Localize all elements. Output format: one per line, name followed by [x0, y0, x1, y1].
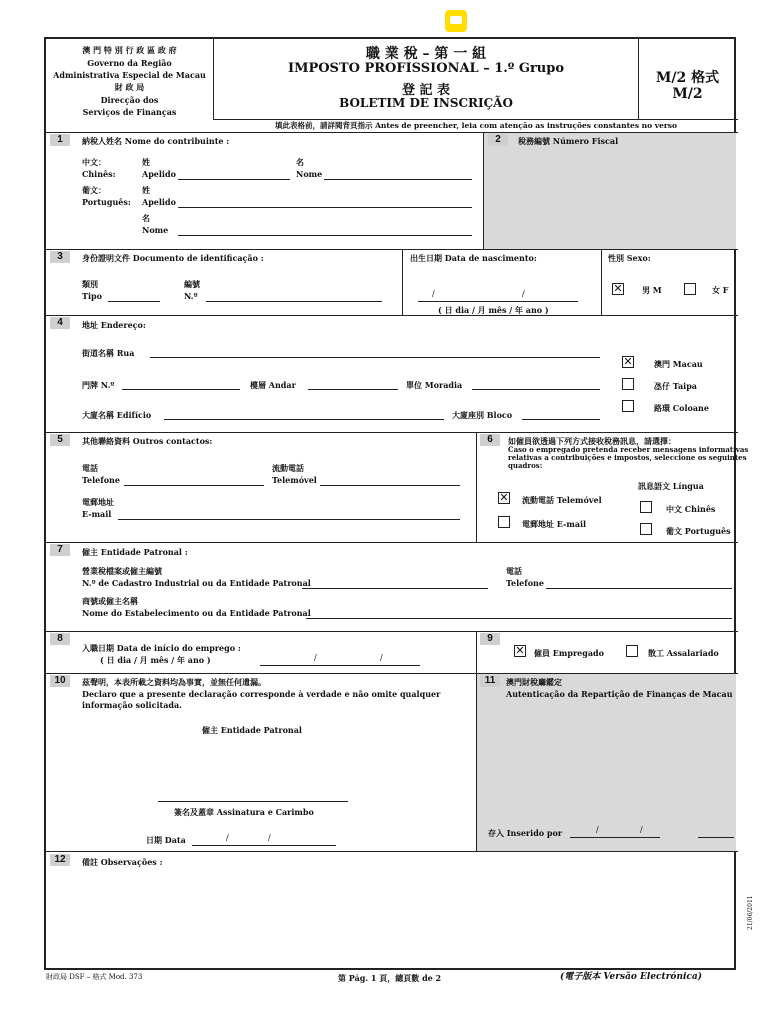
gov-line: Serviços de Finanças	[82, 107, 177, 117]
declaration-date-field[interactable]	[192, 845, 336, 846]
floor-field[interactable]	[308, 389, 398, 390]
version-label: (電子版本 Versão Electrónica)	[560, 972, 702, 982]
label: 訊息語文 Língua	[638, 481, 704, 491]
employer-phone-field[interactable]	[546, 588, 732, 589]
label: 葡文：	[82, 185, 106, 195]
chat-icon[interactable]	[445, 10, 467, 32]
gov-line: Governo da Região	[87, 58, 172, 68]
subtitle-pt: BOLETIM DE INSCRIÇÃO	[339, 96, 513, 110]
label: 姓	[142, 157, 150, 167]
employee-type-assalariado-checkbox[interactable]	[626, 645, 638, 657]
sex-male-checkbox[interactable]: ✕	[613, 282, 623, 295]
sex-female-checkbox[interactable]	[684, 283, 696, 295]
observations-field[interactable]	[76, 871, 726, 963]
section-description: quadros:	[508, 461, 543, 470]
label: 街道名稱 Rua	[82, 348, 135, 358]
tax-number-area	[484, 133, 736, 249]
label: 大廈名稱 Edifício	[82, 410, 152, 420]
declaration-pt: Declaro que a presente declaração corresponde à verdade e não omite qualquer	[82, 689, 441, 699]
label: 商號或僱主名稱	[82, 596, 138, 606]
label: 門牌 N.º	[82, 380, 115, 390]
label: 流動電話	[272, 463, 304, 473]
notify-mobile-checkbox[interactable]: ✕	[499, 491, 509, 504]
label: 電話	[506, 566, 522, 576]
section-title: 出生日期 Data de nascimento:	[410, 253, 537, 263]
section-title: 稅務編號 Número Fiscal	[518, 136, 619, 146]
label: Português:	[82, 197, 131, 207]
label: Telefone	[506, 578, 544, 588]
inserted-by-signature-field[interactable]	[698, 837, 734, 838]
label: 電郵地址	[82, 497, 114, 507]
label: N.º	[184, 291, 198, 301]
id-number-field[interactable]	[206, 301, 382, 302]
page-number: 第 Pág. 1 頁，總頁數 de 2	[338, 973, 442, 983]
label: 散工 Assalariado	[648, 648, 719, 658]
street-field[interactable]	[150, 357, 600, 358]
label: Nome	[142, 225, 169, 235]
section-title: 澳門財稅廳鑑定	[506, 677, 562, 687]
label: 中文：	[82, 157, 106, 167]
label: 姓	[142, 185, 150, 195]
label: 簽名及蓋章 Assinatura e Carimbo	[174, 807, 314, 817]
label: Nome do Estabelecimento ou da Entidade Patronal	[82, 608, 311, 618]
section-title: 備註 Observações :	[82, 857, 163, 867]
birth-date-field[interactable]	[418, 301, 578, 302]
door-number-field[interactable]	[122, 389, 240, 390]
start-date-field[interactable]	[260, 665, 420, 666]
label: 名	[296, 157, 304, 167]
label: Tipo	[82, 291, 102, 301]
declaration-pt: informação solicitada.	[82, 700, 182, 710]
section-title: 性別 Sexo:	[608, 253, 651, 263]
block-field[interactable]	[522, 419, 600, 420]
label: Apelido	[142, 197, 176, 207]
section-title: 納稅人姓名 Nome do contribuinte :	[82, 136, 230, 146]
instructions: 填此表格前，請詳閱背頁指示 Antes de preencher, leia com atenção as instruções constantes no verso	[274, 121, 678, 130]
section-number: 3	[50, 251, 70, 263]
section-title: 僱主 Entidade Patronal :	[82, 547, 188, 557]
section-title: 入職日期 Data de início do emprego :	[82, 643, 241, 653]
form-version-code: 21/06/2011	[747, 895, 754, 930]
section-description: Caso o empregado pretenda receber mensagens informativas	[508, 445, 749, 454]
section-title: 地址 Endereço:	[82, 320, 146, 330]
name-chinese-field[interactable]	[324, 179, 472, 180]
label: 類別	[82, 279, 98, 289]
label: 僱主 Entidade Patronal	[202, 725, 302, 735]
notify-email-checkbox[interactable]	[498, 516, 510, 528]
footer-form-id: 財政局 DSF – 格式 Mod. 373	[46, 973, 143, 981]
cadastro-field[interactable]	[302, 588, 488, 589]
unit-field[interactable]	[472, 389, 600, 390]
section-number: 2	[488, 134, 508, 146]
section-number: 9	[480, 633, 500, 645]
subtitle-zh: 登 記 表	[401, 83, 451, 98]
language-chinese-checkbox[interactable]	[640, 501, 652, 513]
gov-line: Direcção dos	[100, 95, 159, 105]
surname-chinese-field[interactable]	[178, 179, 290, 180]
finance-authentication-area	[477, 674, 736, 851]
section-title: 如僱員欲透過下列方式接收稅務訊息，請選擇：	[508, 436, 676, 446]
section-title: 身份證明文件 Documento de identificação :	[82, 253, 264, 263]
label: 氹仔 Taipa	[654, 381, 697, 391]
label: 營業稅檔案或僱主編號	[82, 566, 162, 576]
label: Apelido	[142, 169, 176, 179]
phone-field[interactable]	[124, 485, 264, 486]
form-code: M/2	[672, 86, 703, 102]
label: Telemóvel	[272, 475, 317, 485]
email-field[interactable]	[118, 519, 460, 520]
label: N.º de Cadastro Industrial ou da Entidade Patronal	[82, 578, 311, 588]
section-number: 7	[50, 544, 70, 556]
label: Telefone	[82, 475, 120, 485]
name-portuguese-field[interactable]	[178, 235, 472, 236]
label: 中文 Chinês	[666, 504, 716, 514]
label: 電話	[82, 463, 98, 473]
label: 男 M	[642, 285, 662, 295]
inserted-by-field[interactable]	[570, 837, 660, 838]
label: 樓層 Andar	[250, 380, 296, 390]
label: 單位 Moradia	[406, 380, 463, 390]
label: Chinês:	[82, 169, 116, 179]
label: 僱員 Empregado	[534, 648, 604, 658]
label: 日期 Data	[146, 835, 186, 845]
area-taipa-checkbox[interactable]	[622, 378, 634, 390]
section-number: 6	[480, 434, 500, 446]
title-zh: 職 業 稅 – 第 一 組	[365, 46, 487, 62]
section-title: 其他聯絡資料 Outros contactos:	[82, 436, 213, 446]
id-type-field[interactable]	[108, 301, 160, 302]
section-number: 11	[480, 675, 500, 687]
surname-portuguese-field[interactable]	[178, 207, 472, 208]
form-code-zh: M/2 格式	[655, 70, 720, 86]
label: 流動電話 Telemóvel	[522, 495, 602, 505]
section-number: 4	[50, 317, 70, 329]
label: Nome	[296, 169, 323, 179]
label: 名	[142, 213, 150, 223]
gov-line: 財 政 局	[114, 82, 145, 92]
label: 編號	[184, 279, 200, 289]
section-number: 10	[50, 675, 70, 687]
title-pt: IMPOSTO PROFISSIONAL – 1.º Grupo	[287, 61, 564, 76]
section-number: 5	[50, 434, 70, 446]
employee-type-empregado-checkbox[interactable]: ✕	[515, 644, 525, 657]
section-number: 1	[50, 134, 70, 146]
gov-line: Administrativa Especial de Macau	[53, 70, 206, 80]
label: E-mail	[82, 509, 112, 519]
label: 路環 Coloane	[654, 403, 709, 413]
label: 葡文 Português	[666, 526, 731, 536]
date-hint: ( 日 dia / 月 mês / 年 ano )	[100, 655, 211, 665]
label: 女 F	[712, 285, 729, 295]
language-portuguese-checkbox[interactable]	[640, 523, 652, 535]
registration-form: 澳 門 特 別 行 政 區 政 府 Governo da Região Administrativa Especial de Macau 財 政 局 Direcção dos Serviços de Finanças 職 業 稅 – 第 一 組 IMPOSTO PROFISSIONAL – 1.º Grupo 登 記 表 BOLETIM DE INSCRIÇÃO M/2 格式 M/2 填此表格前，請詳閱背頁指示 Antes de preencher, leia com atenção as instruções constantes no verso 1 納稅人姓名 Nome do contribuinte : 2 稅務編號 Número Fiscal 中文： Chinês: 姓 Apelido 名 Nome 葡文： Português: 姓 Apelido 名 Nome 3 身份證明文件 Documento de identificação : 出生日期 Data de nascimento: 性別 Sexo: 類別 Tipo 編號 N.º / / ( 日 dia / 月 mês / 年 ano ) ✕ 男 M 女 F 4 地址 Endereço: 街道名稱 Rua 門牌 N.º 樓層 Andar 單位 Moradia 大廈名稱 Edifício 大廈座別 Bloco ✕ 澳門 Macau 氹仔 Taipa 路環 Coloane 5 其他聯絡資料 Outros contactos: 電話 Telefone 流動電話 Telemóvel 電郵地址 E-mail 6 如僱員欲透過下列方式接收稅務訊息，請選擇： Caso o empregado pretenda receber mensagens informativas relativas a contribuições e impostos, seleccione os seguintes quadros: ✕ 流動電話 Telemóvel 電郵地址 E-mail 訊息語文 Língua 中文 Chinês 葡文 Português 7 僱主 Entidade Patronal : 營業稅檔案或僱主編號 N.º de Cadastro Industrial ou da Entidade Patronal 電話 Telefone 商號或僱主名稱 Nome do Estabelecimento ou da Entidade Patronal 8 入職日期 Data de início do emprego : ( 日 dia / 月 mês / 年 ano ) / / 9 ✕ 僱員 Empregado 散工 Assalariado 10 茲聲明，本表所載之資料均為事實，並無任何遺漏。 Declaro que a presente declaração corresponde à verdade e não omite qualquer informação solicitada. 僱主 Entidade Patronal 簽名及蓋章 Assinatura e Carimbo 日期 Data / / 11 澳門財稅廳鑑定 Autenticação da Repartição de Finanças de Macau 存入 Inserido por / / 12 備註 Observações :	[44, 37, 736, 970]
area-coloane-checkbox[interactable]	[622, 400, 634, 412]
label: 電郵地址 E-mail	[522, 519, 587, 529]
label: 大廈座別 Bloco	[452, 410, 513, 420]
section-number: 12	[50, 854, 70, 866]
building-field[interactable]	[164, 419, 444, 420]
gov-line: 澳 門 特 別 行 政 區 政 府	[82, 45, 177, 55]
establishment-field[interactable]	[306, 618, 732, 619]
date-hint: ( 日 dia / 月 mês / 年 ano )	[438, 305, 549, 315]
section-subtitle: Autenticação da Repartição de Finanças de Macau	[506, 689, 733, 699]
label: 澳門 Macau	[654, 359, 703, 369]
mobile-field[interactable]	[320, 485, 460, 486]
section-description: relativas a contribuições e impostos, seleccione os seguintes	[508, 453, 747, 462]
section-number: 8	[50, 633, 70, 645]
label: 存入 Inserido por	[488, 828, 563, 838]
area-macau-checkbox[interactable]: ✕	[623, 355, 633, 368]
declaration-zh: 茲聲明，本表所載之資料均為事實，並無任何遺漏。	[82, 677, 266, 687]
signature-field[interactable]	[158, 801, 348, 802]
